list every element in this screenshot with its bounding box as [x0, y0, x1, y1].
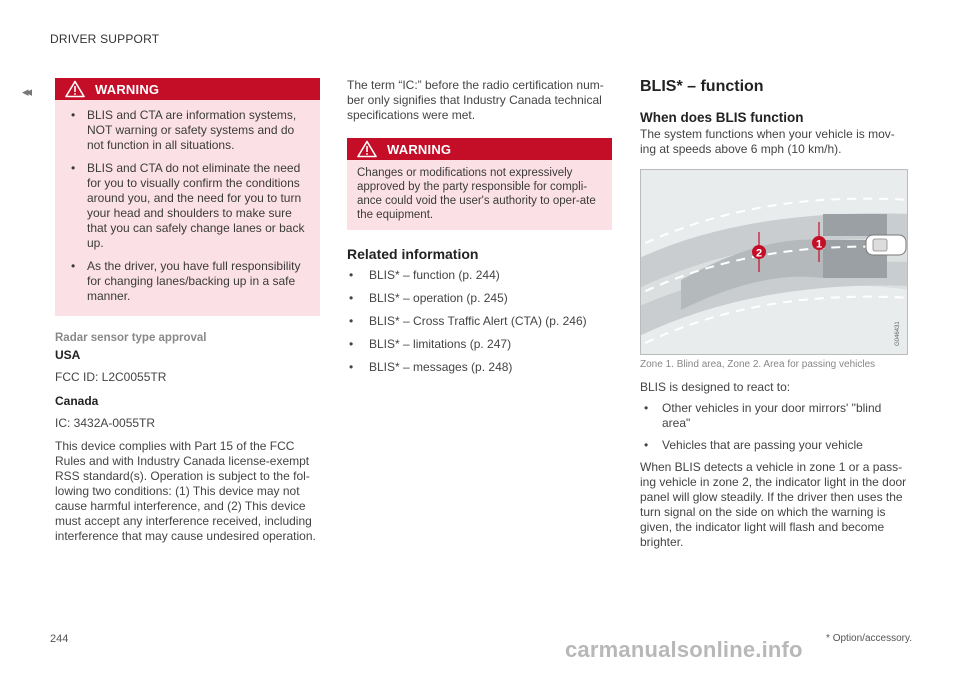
related-link[interactable]: BLIS* – operation (p. 245) [369, 291, 508, 305]
related-link[interactable]: BLIS* – function (p. 244) [369, 268, 500, 282]
middle-column [347, 78, 612, 383]
detection-paragraph: When BLIS detects a vehicle in zone 1 or a pass-ing vehicle in zone 2, the indicator light in the door panel will glow steadily. If the driver then uses the turn signal on the side on which the warning is given, the indicator light will flash and become brighter. [640, 460, 907, 549]
canada-heading: Canada [55, 394, 99, 408]
list-item: • BLIS and CTA do not eliminate the need for you to visually confirm the conditions around you, and the need for you to turn your head and shoulders to make sure that you can safely change lanes or back up. [71, 161, 305, 250]
fcc-id: FCC ID: L2C0055TR [55, 370, 167, 384]
figure-code: G046431 [895, 321, 901, 346]
zone-2-label: 2 [755, 247, 763, 260]
car-icon [866, 235, 906, 255]
subsection-heading: When does BLIS function [640, 110, 804, 125]
related-link-item[interactable]: • BLIS* – limitations (p. 247) [349, 337, 512, 351]
usa-heading: USA [55, 348, 81, 362]
related-information-heading: Related information [347, 246, 479, 262]
warning-box [55, 78, 320, 316]
watermark: carmanualsonline.info [565, 637, 803, 662]
warning-text: Changes or modifications not expressively approved by the party responsible for compli-ance could void the user's authority to oper-ate the equipment. [357, 167, 596, 221]
react-list [640, 401, 908, 453]
related-link-item[interactable]: • BLIS* – Cross Traffic Alert (CTA) (p. 246) [349, 314, 587, 328]
list-item: • Vehicles that are passing your vehicle [644, 438, 863, 452]
list-item: • Other vehicles in your door mirrors' "blind area" [644, 401, 882, 430]
figure-caption: Zone 1. Blind area, Zone 2. Area for passing vehicles [640, 359, 876, 370]
warning-title: WARNING [387, 141, 452, 157]
compliance-paragraph: This device complies with Part 15 of the FCC Rules and with Industry Canada license-exempt RSS standard(s). Operation is subject to the fol-lowing two conditions: (1) This device may not cause harmful interference, and (2) This device must accept any interference received, including interference that may cause undesired operation. [55, 439, 316, 543]
react-intro: BLIS is designed to react to: [640, 380, 791, 394]
warning-triangle-icon [65, 80, 85, 98]
left-column [55, 78, 320, 544]
section-title: DRIVER SUPPORT [50, 32, 160, 46]
list-item: • As the driver, you have full responsibility for changing lanes/backing up in a safe manner. [71, 259, 301, 303]
related-link-item[interactable]: • BLIS* – operation (p. 245) [349, 291, 508, 305]
related-link[interactable]: BLIS* – messages (p. 248) [369, 360, 513, 374]
back-arrows-icon[interactable]: ◂◂ [22, 84, 30, 99]
right-column [640, 78, 908, 550]
warning-header [347, 138, 612, 160]
warning-box [347, 138, 612, 230]
zone-1-label: 1 [815, 238, 823, 251]
related-link[interactable]: BLIS* – Cross Traffic Alert (CTA) (p. 246) [369, 314, 587, 328]
road-diagram [641, 170, 907, 354]
related-link[interactable]: BLIS* – limitations (p. 247) [369, 337, 512, 351]
intro-paragraph: The system functions when your vehicle is mov-ing at speeds above 6 mph (10 km/h). [640, 127, 895, 156]
warning-header [55, 78, 320, 100]
blis-zone-illustration [640, 169, 908, 355]
radar-approval-heading: Radar sensor type approval [55, 332, 207, 344]
zone-1-blind-area [823, 214, 887, 236]
warning-triangle-icon [357, 140, 377, 158]
related-link-item[interactable]: • BLIS* – function (p. 244) [349, 268, 500, 282]
warning-title: WARNING [95, 81, 160, 97]
related-link-item[interactable]: • BLIS* – messages (p. 248) [349, 360, 513, 374]
ic-number: IC: 3432A-0055TR [55, 416, 156, 430]
ic-paragraph: The term “IC:” before the radio certification num-ber only signifies that Industry Canada technical specifications were met. [347, 78, 604, 122]
related-links-list [347, 268, 612, 374]
footnote: * Option/accessory. [826, 633, 912, 644]
list-item: • BLIS and CTA are information systems, NOT warning or safety systems and do not function in all situations. [71, 108, 297, 152]
page-number: 244 [50, 633, 69, 645]
page-section-title: BLIS* – function [640, 78, 764, 95]
